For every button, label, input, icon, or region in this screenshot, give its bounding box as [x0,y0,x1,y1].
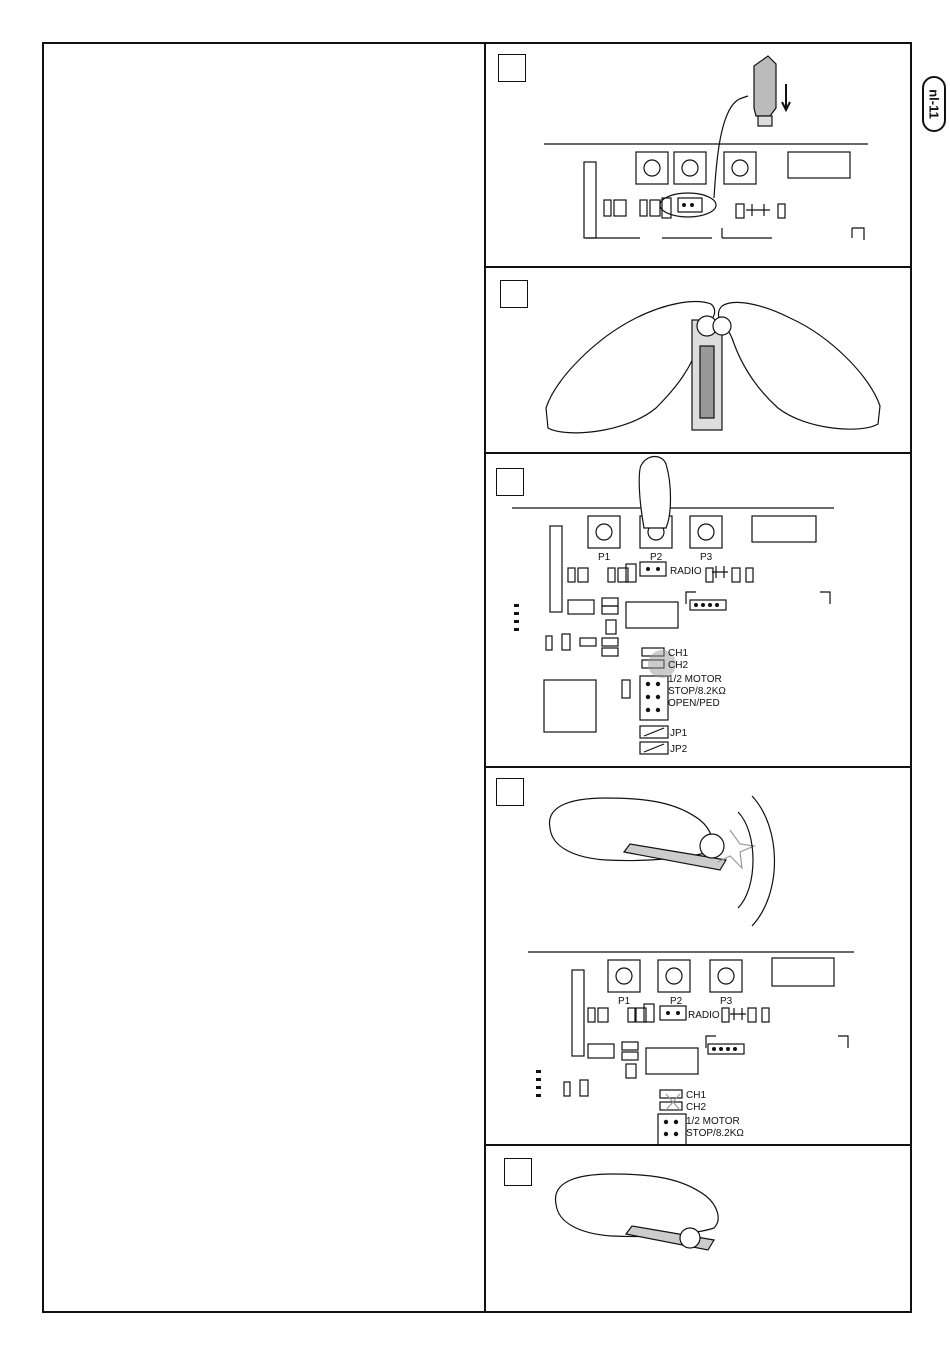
antenna-connector [550,526,562,612]
step-5-illustration [486,1146,912,1313]
button-p3 [710,960,742,992]
step-3-panel [486,454,912,768]
signal-wave-inner [738,812,753,908]
radio-connector-highlight [660,193,716,217]
label-jp1: JP1 [670,728,688,739]
label-ch2: CH2 [668,660,689,671]
antenna-connector [572,970,584,1056]
step-4-panel [486,768,912,1146]
button-p1 [588,516,620,548]
label-ch2: CH2 [686,1102,707,1113]
label-radio: RADIO [670,566,702,577]
remote-button [680,1228,700,1248]
relay-component [752,516,816,542]
label-p1: P1 [618,996,631,1007]
label-half-motor: 1/2 MOTOR [668,674,722,685]
processor-chip [544,680,596,732]
button-p1 [636,152,668,184]
radio-connector [640,562,666,576]
page-number-badge [922,76,946,132]
step-3-illustration [486,454,912,768]
finger-pressing-p2 [639,457,670,529]
right-hand [719,302,880,429]
insertion-guide-line [714,96,748,198]
label-stop: STOP/8.2KΩ [668,686,726,697]
label-p3: P3 [720,996,733,1007]
label-p2: P2 [670,996,683,1007]
label-p1: P1 [598,552,611,563]
label-p3: P3 [700,552,713,563]
label-radio: RADIO [688,1010,720,1021]
relay-component [788,152,850,178]
step-1-illustration [486,44,912,268]
receiver-module [754,56,776,116]
button-p2 [674,152,706,184]
chip-ic [646,1048,698,1074]
step-2-illustration [486,268,912,454]
step-4-illustration [486,768,912,1146]
remote-button-right [713,317,731,335]
step-2-panel [486,268,912,454]
jumper-block [658,1114,686,1146]
relay-component [772,958,834,986]
label-open-ped: OPEN/PED [668,698,720,709]
text-column [44,44,486,1311]
label-stop: STOP/8.2KΩ [686,1128,744,1139]
signal-wave-outer [752,796,775,926]
left-hand [546,302,715,433]
label-half-motor: 1/2 MOTOR [686,1116,740,1127]
jumper-block [640,676,668,720]
button-p1 [608,960,640,992]
label-ch1: CH1 [668,648,689,659]
label-p2: P2 [650,552,663,563]
page-number-label: nl-11 [926,89,942,119]
illustration-column [486,44,912,1311]
label-jp2: JP2 [670,744,688,755]
radio-connector [660,1006,686,1020]
step-5-panel [486,1146,912,1313]
arrow-down-icon [782,84,790,110]
button-p3 [690,516,722,548]
instruction-frame [42,42,912,1313]
button-p2 [658,960,690,992]
step-1-panel [486,44,912,268]
jumper-ch1 [660,1090,682,1098]
chip-ic [626,602,678,628]
label-ch1: CH1 [686,1090,707,1101]
button-p3 [724,152,756,184]
antenna-connector [584,162,596,238]
remote-button [700,834,724,858]
